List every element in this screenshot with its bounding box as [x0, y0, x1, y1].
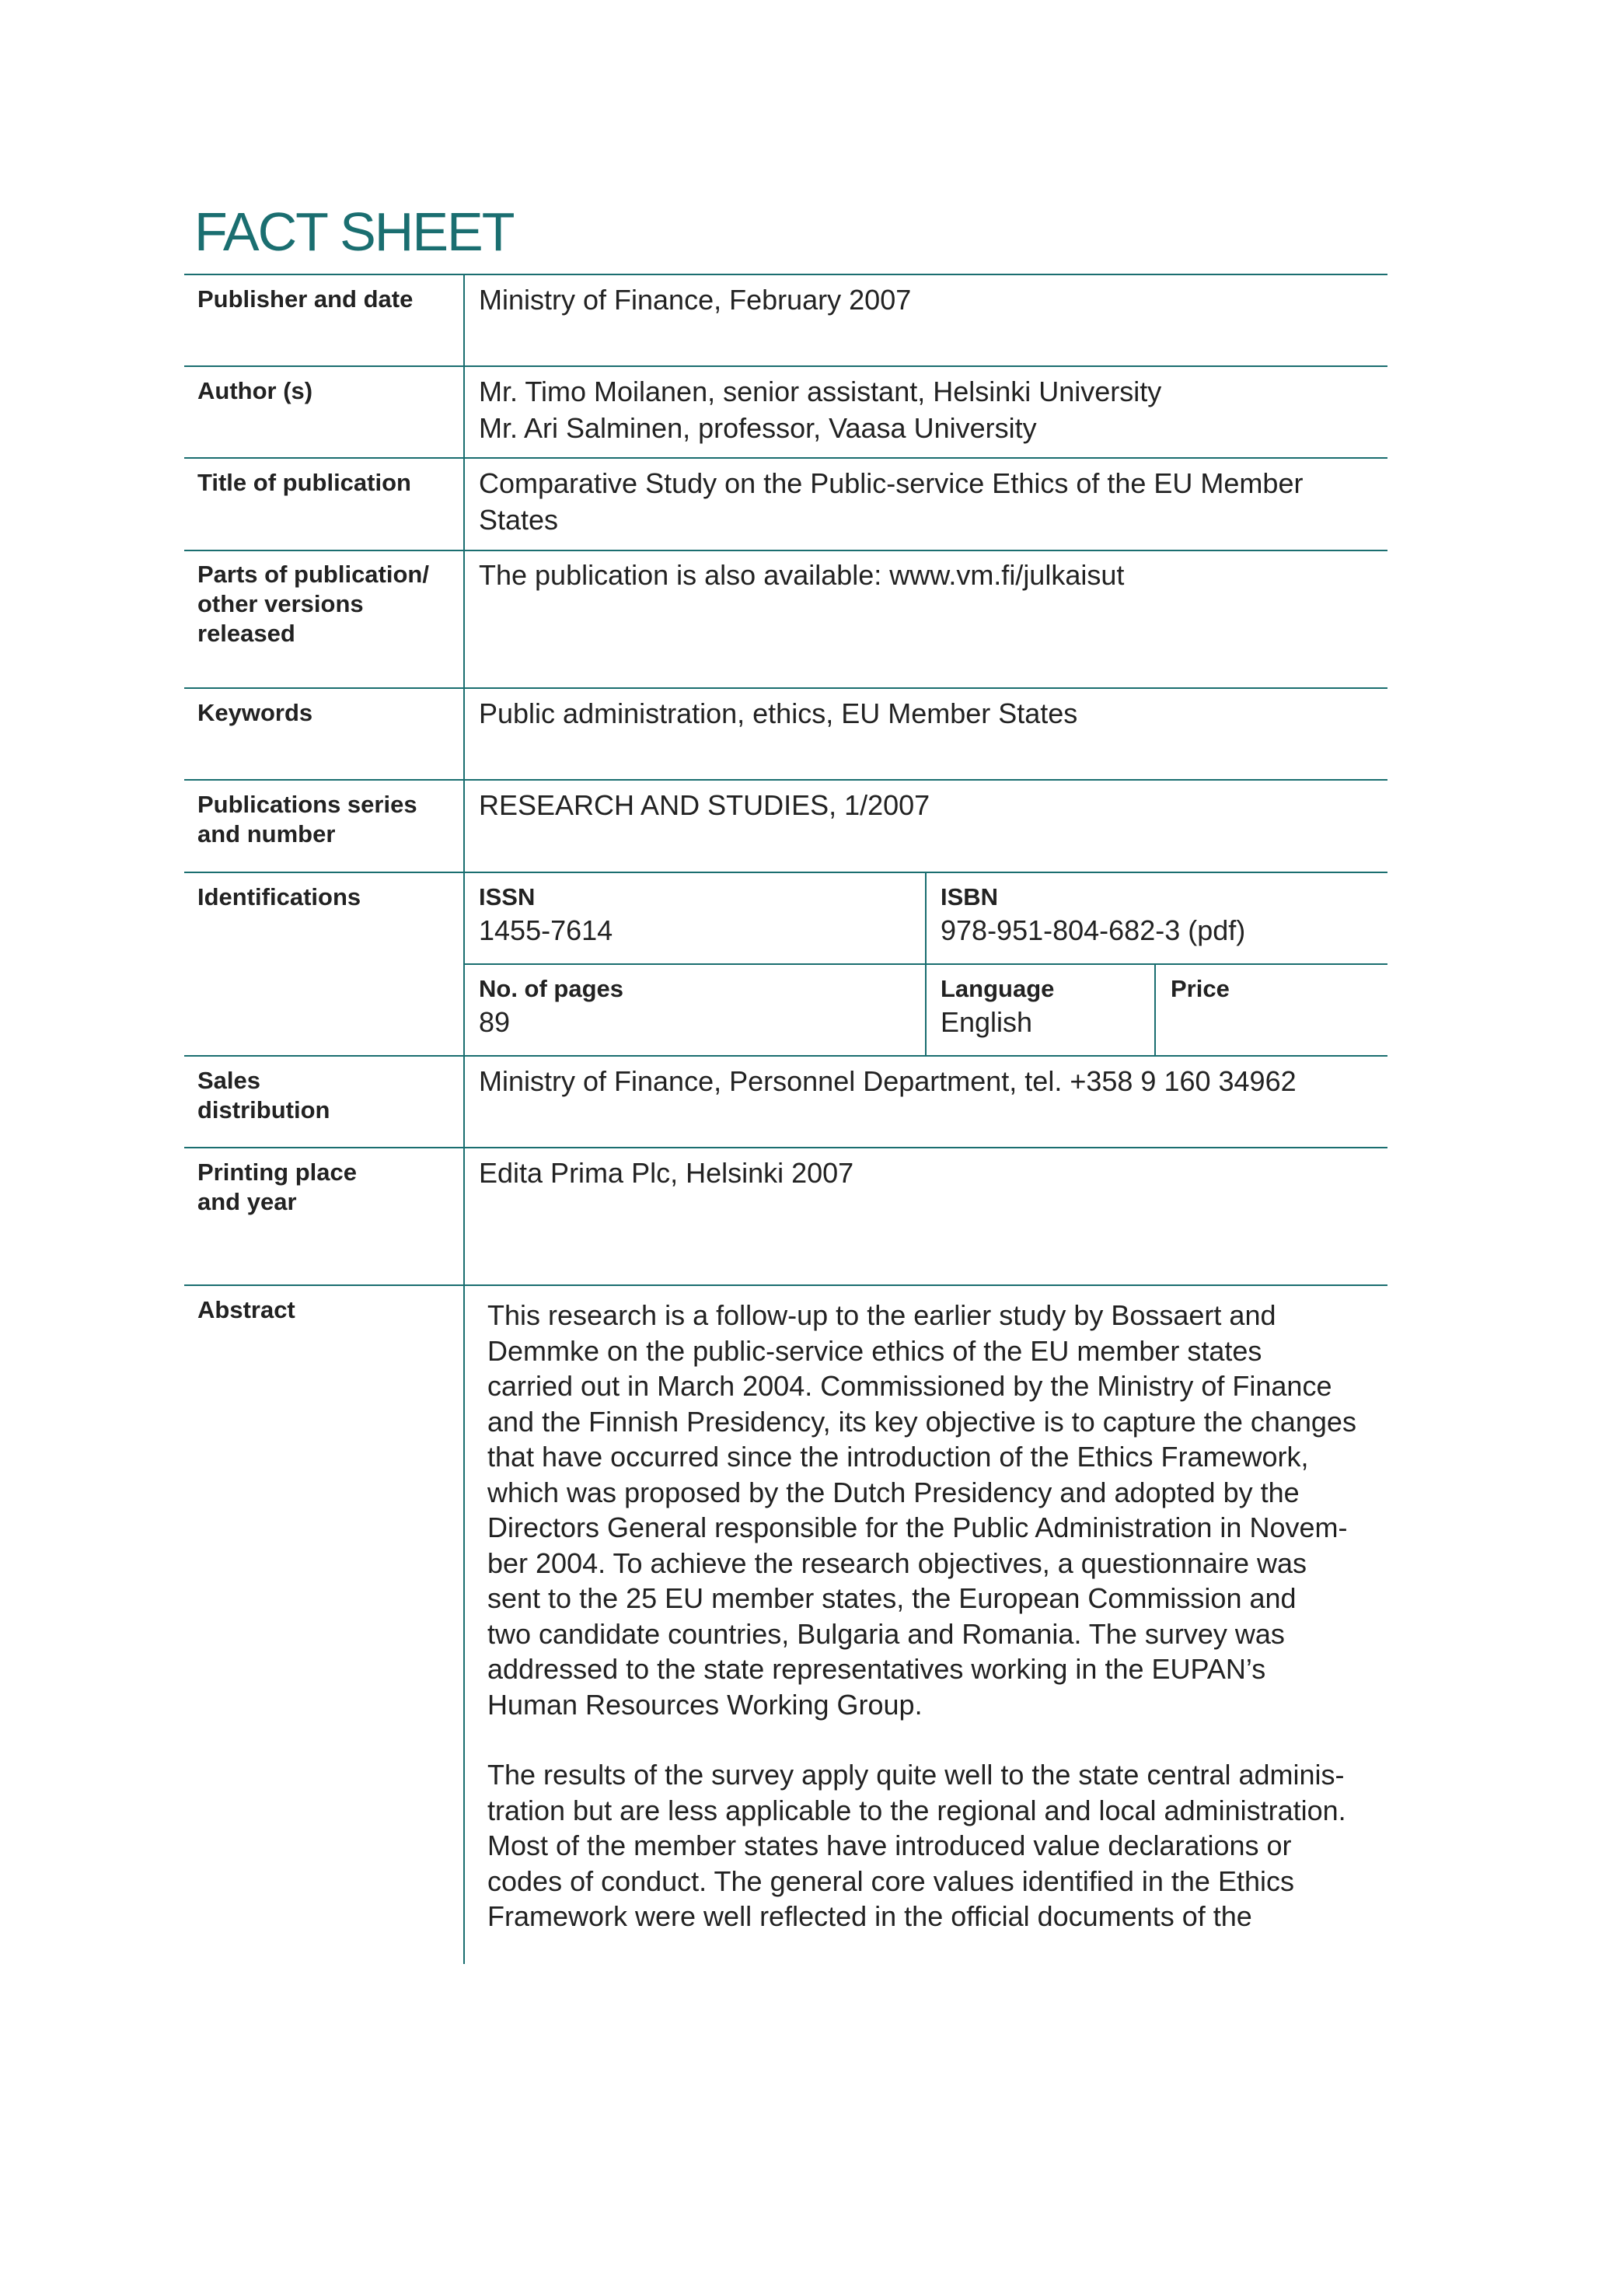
abstract-line: Demmke on the public-service ethics of the EU member states — [487, 1334, 1262, 1367]
divider — [184, 687, 1387, 689]
divider — [184, 457, 1387, 459]
sales-value: Ministry of Finance, Personnel Department, tel. +358 9 160 34962 — [479, 1065, 1297, 1097]
page-title: FACT SHEET — [194, 201, 514, 262]
pages-value: 89 — [479, 1006, 511, 1038]
publication-title-line: States — [479, 504, 559, 536]
abstract-text — [487, 1298, 1397, 1969]
series-label-line: Publications series — [197, 791, 417, 818]
abstract-line: Most of the member states have introduced value declarations or — [487, 1829, 1292, 1861]
keywords-label: Keywords — [197, 699, 313, 726]
abstract-line: codes of conduct. The general core values identified in the Ethics — [487, 1864, 1294, 1897]
printing-label-line: and year — [197, 1188, 297, 1215]
divider — [184, 1055, 1387, 1057]
abstract-line: which was proposed by the Dutch Presidency and adopted by the — [487, 1476, 1300, 1508]
printing-value: Edita Prima Plc, Helsinki 2007 — [479, 1157, 854, 1189]
isbn-label: ISBN — [941, 883, 999, 910]
sales-label-line: Sales — [197, 1067, 261, 1094]
abstract-line: addressed to the state representatives working in the EUPAN’s — [487, 1653, 1266, 1685]
abstract-line: two candidate countries, Bulgaria and Romania. The survey was — [487, 1617, 1285, 1650]
abstract-line: that have occurred since the introduction of the Ethics Framework, — [487, 1441, 1309, 1473]
printing-label-line: Printing place — [197, 1158, 357, 1186]
series-label — [197, 790, 458, 849]
abstract-line: sent to the 25 EU member states, the European Commission and — [487, 1582, 1297, 1614]
divider — [184, 274, 1387, 275]
publication-title-value — [479, 465, 1380, 538]
abstract-line: ber 2004. To achieve the research objectives, a questionnaire was — [487, 1546, 1307, 1579]
issn-label: ISSN — [479, 883, 536, 910]
divider — [184, 365, 1387, 367]
parts-label-line: other versions — [197, 590, 364, 617]
sales-label-line: distribution — [197, 1096, 330, 1124]
authors-label: Author (s) — [197, 377, 313, 404]
pages-label: No. of pages — [479, 975, 624, 1002]
abstract-line: Human Resources Working Group. — [487, 1688, 923, 1721]
author-line: Mr. Ari Salminen, professor, Vaasa University — [479, 412, 1037, 444]
price-label: Price — [1171, 975, 1230, 1002]
column-divider — [925, 872, 927, 1055]
column-divider — [463, 274, 465, 1964]
sales-label — [197, 1066, 458, 1125]
publisher-label: Publisher and date — [197, 285, 414, 313]
divider — [184, 1147, 1387, 1148]
abstract-line: tration but are less applicable to the regional and local administration. — [487, 1794, 1346, 1826]
abstract-paragraph — [487, 1298, 1397, 1722]
parts-label-line: Parts of publication/ — [197, 561, 429, 588]
parts-label — [197, 560, 458, 648]
abstract-line: This research is a follow-up to the earlier study by Bossaert and — [487, 1299, 1276, 1331]
publication-title-label: Title of publication — [197, 469, 411, 496]
publisher-value: Ministry of Finance, February 2007 — [479, 284, 912, 316]
divider — [184, 1284, 1387, 1286]
divider — [184, 779, 1387, 781]
publication-title-line: Comparative Study on the Public-service Ethics of the EU Member — [479, 467, 1304, 499]
divider — [184, 550, 1387, 551]
keywords-value: Public administration, ethics, EU Member States — [479, 697, 1078, 729]
series-label-line: and number — [197, 820, 336, 847]
authors-value — [479, 373, 1380, 446]
abstract-line: carried out in March 2004. Commissioned by the Ministry of Finance — [487, 1370, 1332, 1402]
abstract-paragraph — [487, 1757, 1397, 1934]
abstract-line: and the Finnish Presidency, its key objective is to capture the changes — [487, 1405, 1356, 1438]
series-value: RESEARCH AND STUDIES, 1/2007 — [479, 789, 930, 821]
language-value: English — [941, 1006, 1033, 1038]
isbn-value: 978-951-804-682-3 (pdf) — [941, 914, 1246, 946]
parts-label-line: released — [197, 620, 295, 647]
identifications-label: Identifications — [197, 883, 361, 910]
abstract-label: Abstract — [197, 1296, 295, 1323]
column-divider — [1154, 963, 1156, 1055]
abstract-line: The results of the survey apply quite well to the state central adminis- — [487, 1759, 1345, 1791]
divider — [184, 872, 1387, 873]
parts-value: The publication is also available: www.vm.fi/julkaisut — [479, 559, 1125, 591]
language-label: Language — [941, 975, 1055, 1002]
author-line: Mr. Timo Moilanen, senior assistant, Helsinki University — [479, 376, 1162, 407]
issn-value: 1455-7614 — [479, 914, 613, 946]
abstract-line: Directors General responsible for the Public Administration in Novem- — [487, 1511, 1348, 1543]
printing-label — [197, 1158, 458, 1217]
abstract-line: Framework were well reflected in the official documents of the — [487, 1900, 1252, 1932]
